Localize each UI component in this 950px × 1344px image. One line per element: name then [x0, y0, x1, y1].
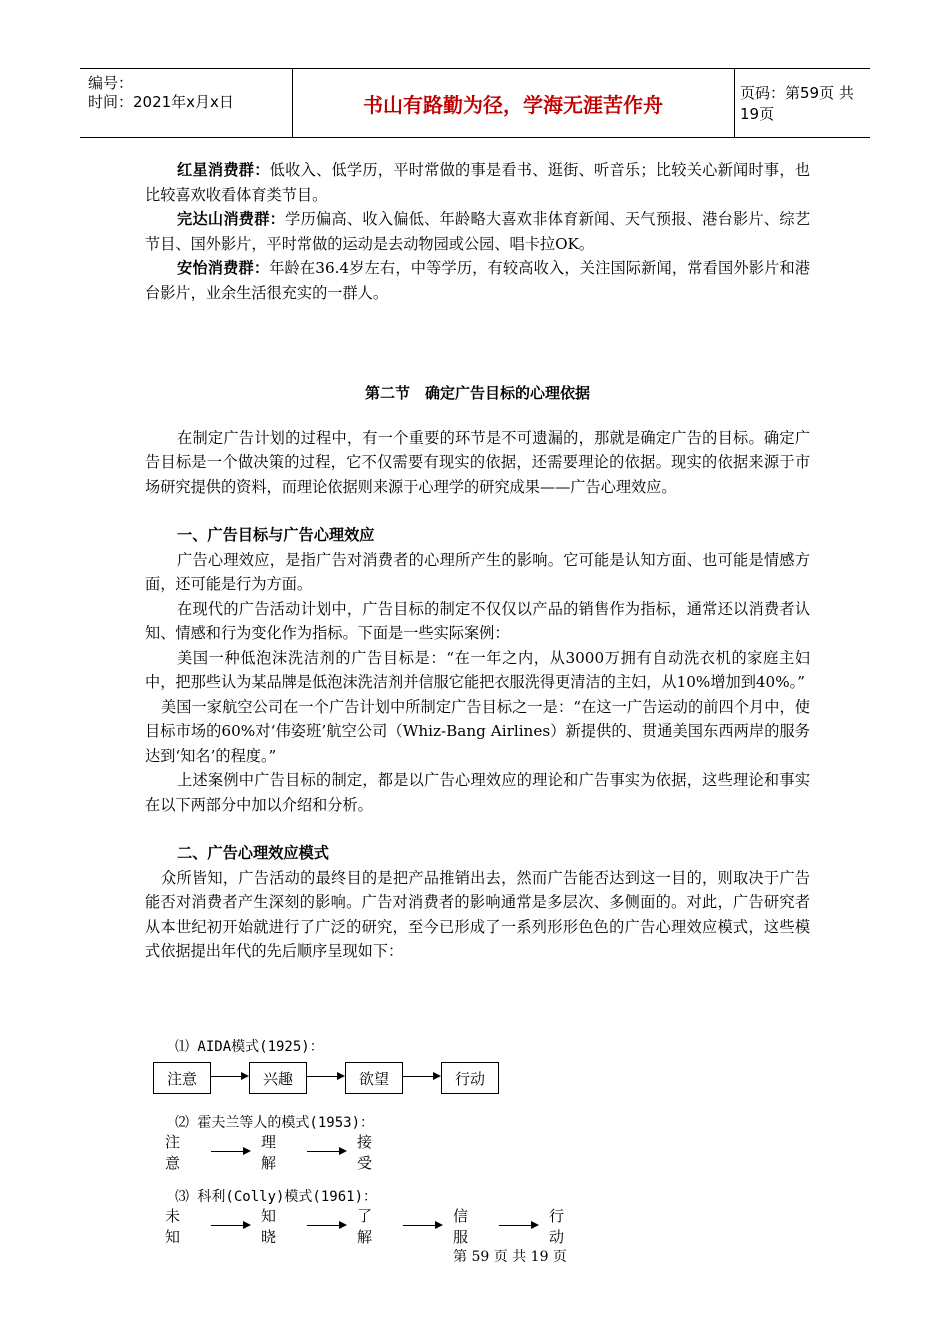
page-header [80, 68, 870, 138]
paragraph: 在现代的广告活动计划中，广告目标的制定不仅仅以产品的销售作为指标，通常还以消费者认知、情感和行为变化作为指标。下面是一些实际案例： [145, 599, 810, 642]
group-name: 安怡消费群： [177, 259, 270, 277]
arrow-icon [211, 1076, 247, 1077]
model-label-hovland: ⑵ 霍夫兰等人的模式(1953)： [175, 1115, 375, 1131]
part1-heading: 一、广告目标与广告心理效应 [177, 526, 375, 544]
time-label: 时间：2021年x月x日 [88, 93, 234, 111]
part2-heading: 二、广告心理效应模式 [177, 844, 329, 862]
model-label-aida: ⑴ AIDA模式(1925)： [175, 1039, 324, 1055]
arrow-icon [307, 1151, 345, 1152]
flow-step: 欲望 [345, 1062, 403, 1094]
arrow-icon [499, 1225, 537, 1226]
flow-step: 信服 [453, 1207, 469, 1246]
group-name: 完达山消费群： [177, 210, 286, 228]
group-name: 红星消费群： [177, 161, 270, 179]
paragraph: 美国一种低泡沫洗洁剂的广告目标是：“在一年之内，从3000万拥有自动洗衣机的家庭主妇中，把那些认为某品牌是低泡沫洗洁剂并信服它能把衣服洗得更清洁的主妇，从10%增加到40%。” [145, 648, 810, 691]
flow-step: 接受 [357, 1133, 373, 1172]
group-paragraph [145, 158, 810, 207]
group-paragraph [145, 207, 810, 256]
flow-step: 注意 [153, 1062, 211, 1094]
paragraph: 广告心理效应，是指广告对消费者的心理所产生的影响。它可能是认知方面、也可能是情感方面，还可能是行为方面。 [145, 550, 810, 593]
group-text: 学历偏高、收入偏低、年龄略大喜欢非体育新闻、天气预报、港台影片、综艺节目、国外影片，平时常做的运动是去动物园或公园、唱卡拉OK。 [145, 210, 811, 253]
flow-step: 行动 [549, 1207, 565, 1246]
arrow-icon [403, 1076, 439, 1077]
flow-step: 知晓 [261, 1207, 277, 1246]
arrow-icon [307, 1225, 345, 1226]
intro-paragraph: 在制定广告计划的过程中，有一个重要的环节是不可遗漏的，那就是确定广告的目标。确定广告目标是一个做决策的过程，它不仅需要有现实的依据，还需要理论的依据。现实的依据来源于市场研究提供的资料，而理论依据则来源于心理学的研究成果——广告心理效应。 [145, 428, 810, 496]
flow-step: 兴趣 [249, 1062, 307, 1094]
flow-step: 理解 [261, 1133, 277, 1172]
header-meta [80, 69, 293, 137]
arrow-icon [307, 1076, 343, 1077]
header-motto: 书山有路勤为径，学海无涯苦作舟 [292, 69, 735, 137]
group-paragraph [145, 256, 810, 305]
group-text: 低收入、低学历，平时常做的事是看书、逛街、听音乐；比较关心新闻时事，也比较喜欢收看体育类节目。 [145, 161, 810, 204]
paragraph: 众所皆知，广告活动的最终目的是把产品推销出去，然而广告能否达到这一目的，则取决于广告能否对消费者产生深刻的影响。广告对消费者的影响通常是多层次、多侧面的。对此，广告研究者从本世纪初开始就进行了广泛的研究，至今已形成了一系列形形色色的广告心理效应模式，这些模式依据提出年代的先后顺序呈现如下： [145, 868, 810, 960]
flow-step: 行动 [441, 1062, 499, 1094]
document-body [145, 158, 810, 964]
model-label-colly: ⑶ 科利(Colly)模式(1961)： [175, 1189, 378, 1205]
arrow-icon [211, 1225, 249, 1226]
section-title: 第二节 确定广告目标的心理依据 [364, 384, 590, 402]
arrow-icon [211, 1151, 249, 1152]
flow-step: 注意 [165, 1133, 181, 1172]
number-label: 编号： [88, 74, 134, 92]
paragraph: 上述案例中广告目标的制定，都是以广告心理效应的理论和广告事实为依据，这些理论和事实在以下两部分中加以介绍和分析。 [145, 771, 810, 814]
page-footer: 第 59 页 共 19 页 [453, 1249, 567, 1265]
group-text: 年龄在36.4岁左右，中等学历，有较高收入，关注国际新闻，常看国外影片和港台影片，业余生活很充实的一群人。 [145, 259, 810, 302]
header-page-label: 页码：第59页 共19页 [740, 84, 854, 123]
flow-step: 了解 [357, 1207, 373, 1246]
paragraph: 美国一家航空公司在一个广告计划中所制定广告目标之一是：“在这一广告运动的前四个月中，使目标市场的60%对‘伟姿班’航空公司（Whiz-Bang Airlines）新提供的、贯通美国东西两岸的服务达到‘知名’的程度。” [145, 697, 810, 765]
arrow-icon [403, 1225, 441, 1226]
flow-step: 未知 [165, 1207, 181, 1246]
